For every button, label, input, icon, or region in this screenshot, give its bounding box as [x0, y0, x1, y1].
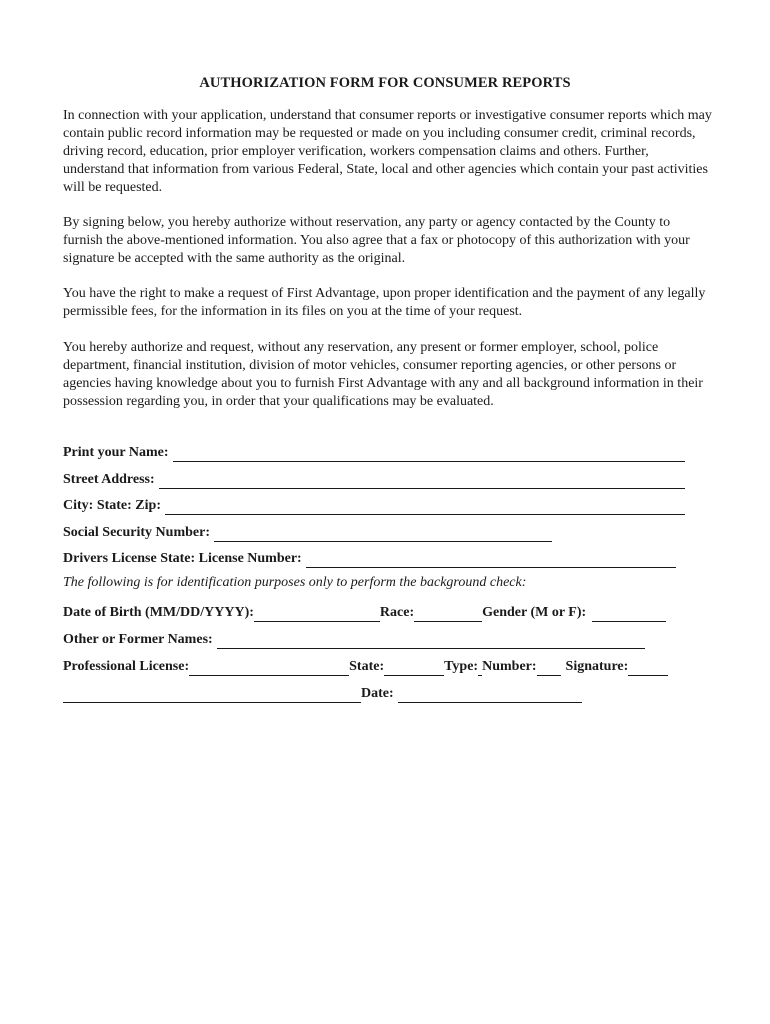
- state-label: State:: [349, 659, 385, 674]
- dob-field[interactable]: [254, 605, 380, 622]
- paragraph-release: You hereby authorize and request, without any reservation, any present or former employer, school, police department, financial institution, division of motor vehicles, consumer reporting agencies, or other persons or agencies having knowledge about you to furnish First Advantage with any and all background information in their possession regarding you, in order that your qualifications may be evaluated.: [63, 340, 703, 409]
- gender-label: Gender (M or F):: [482, 605, 587, 620]
- city-state-zip-row: [63, 495, 685, 515]
- paragraph-consumer-reports: In connection with your application, understand that consumer reports or investigative consumer reports which may contain public record information may be requested or made on you including consumer credit, criminal records, driving record, education, prior employer verification, workers compensation claims and others. Further, understand that information from various Federal, State, local and other agencies which contain your past activities will be requested.: [63, 108, 712, 195]
- state-field[interactable]: [384, 659, 444, 676]
- type-label: Type:: [444, 659, 479, 674]
- other-names-row: [63, 629, 645, 649]
- race-label: Race:: [379, 605, 415, 620]
- print-name-label: Print your Name:: [63, 445, 169, 460]
- identification-note: The following is for identification purposes only to perform the background check:: [63, 575, 527, 590]
- city-state-zip-field[interactable]: [165, 498, 685, 515]
- dob-label: Date of Birth (MM/DD/YYYY):: [63, 605, 254, 620]
- professional-license-field[interactable]: [189, 659, 349, 676]
- ssn-row: [63, 522, 552, 542]
- signature-field[interactable]: [628, 659, 668, 676]
- number-field[interactable]: [537, 659, 561, 676]
- signature-date-row: [63, 683, 582, 703]
- drivers-license-row: [63, 548, 676, 568]
- street-address-field[interactable]: [159, 472, 685, 489]
- date-field[interactable]: [398, 686, 582, 703]
- professional-license-label: Professional License:: [63, 659, 190, 674]
- signature-label: Signature:: [565, 659, 629, 674]
- ssn-field[interactable]: [214, 525, 552, 542]
- drivers-license-label: Drivers License State: License Number:: [63, 551, 302, 566]
- dob-race-gender-row: [63, 602, 666, 622]
- gender-field[interactable]: [592, 605, 666, 622]
- other-names-label: Other or Former Names:: [63, 632, 213, 647]
- paragraph-authorization: By signing below, you hereby authorize without reservation, any party or agency contacted by the County to furnish the above-mentioned information. You also agree that a fax or photocopy of this authorization with your signature be accepted with the same authority as the original.: [63, 215, 690, 266]
- paragraph-rights: You have the right to make a request of First Advantage, upon proper identification and the payment of any legally permissible fees, for the information in its files on you at the time of your request.: [63, 286, 706, 319]
- form-title: AUTHORIZATION FORM FOR CONSUMER REPORTS: [199, 75, 571, 91]
- other-names-field[interactable]: [217, 632, 645, 649]
- race-field[interactable]: [414, 605, 482, 622]
- professional-license-row: [63, 656, 668, 676]
- date-label: Date:: [361, 686, 394, 701]
- street-address-label: Street Address:: [63, 472, 155, 487]
- drivers-license-field[interactable]: [306, 551, 676, 568]
- street-address-row: [63, 469, 685, 489]
- city-state-zip-label: City: State: Zip:: [63, 498, 161, 513]
- print-name-row: [63, 442, 685, 462]
- number-label: Number:: [482, 659, 537, 674]
- signature-line[interactable]: [63, 686, 361, 703]
- print-name-field[interactable]: [173, 445, 685, 462]
- ssn-label: Social Security Number:: [63, 525, 210, 540]
